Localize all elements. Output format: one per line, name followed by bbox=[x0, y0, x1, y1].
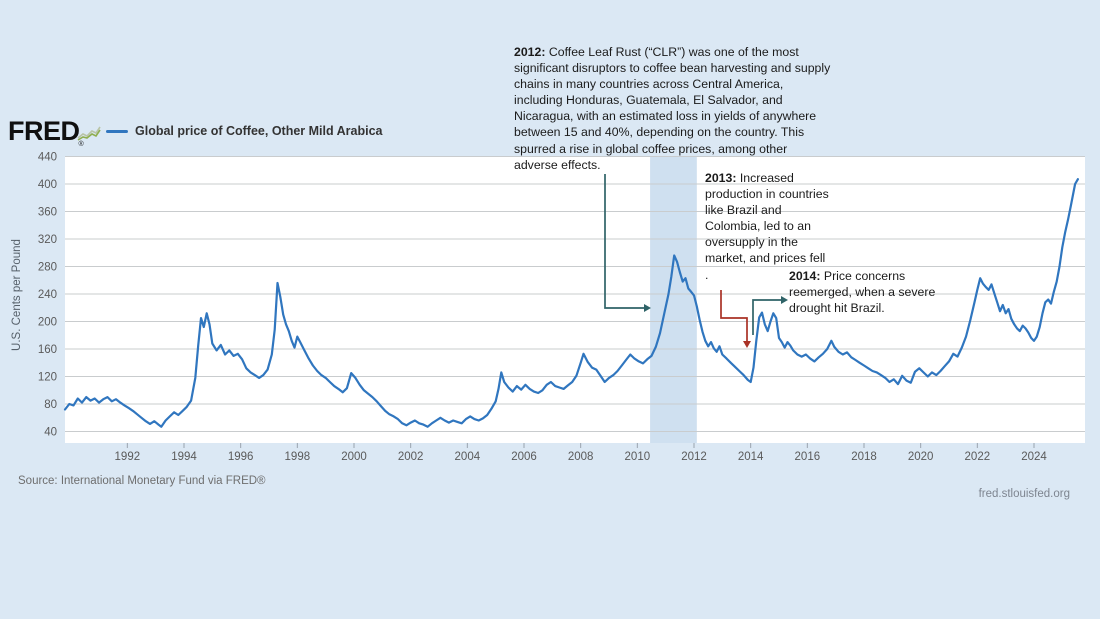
annotation-2014-text: Price concerns reemerged, when a severe drought hit Brazil. bbox=[789, 269, 936, 316]
legend bbox=[106, 124, 383, 138]
x-tick-label-2014: 2014 bbox=[737, 451, 764, 463]
x-tick-label-2016: 2016 bbox=[794, 451, 821, 463]
y-tick-label-120: 120 bbox=[37, 371, 57, 384]
sparkline-icon bbox=[76, 124, 102, 142]
y-tick-label-80: 80 bbox=[44, 399, 57, 411]
registered-mark-icon: ® bbox=[78, 141, 84, 148]
x-tick-label-2002: 2002 bbox=[397, 451, 424, 463]
y-tick-label-400: 400 bbox=[37, 179, 57, 191]
fred-watermark-link[interactable]: fred.stlouisfed.org bbox=[978, 488, 1070, 500]
source-text: Source: International Monetary Fund via FRED® bbox=[18, 475, 266, 487]
x-tick-label-2008: 2008 bbox=[567, 451, 594, 463]
x-tick-label-2024: 2024 bbox=[1021, 451, 1047, 463]
x-tick-label-2010: 2010 bbox=[624, 451, 651, 463]
y-tick-label-280: 280 bbox=[37, 261, 57, 274]
fred-logo bbox=[8, 116, 85, 148]
x-tick-label-2020: 2020 bbox=[907, 451, 934, 463]
y-tick-label-200: 200 bbox=[37, 316, 57, 329]
y-tick-label-360: 360 bbox=[37, 206, 57, 219]
annotation-2012-year: 2012: bbox=[514, 45, 546, 59]
x-tick-label-2012: 2012 bbox=[681, 451, 707, 463]
x-tick-label-1996: 1996 bbox=[227, 451, 254, 463]
annotation-2014-year: 2014: bbox=[789, 269, 821, 283]
annotation-2013 bbox=[705, 170, 829, 283]
x-tick-label-1992: 1992 bbox=[114, 451, 141, 463]
annotation-2012-text: Coffee Leaf Rust (“CLR”) was one of the most significant disruptors to coffee bean harvesting and supply chains in many countries across Central America, including Honduras, Guatemala, El Salvador, and Nicaragua, with an estimated loss in yields of anywhere between 15 and 40%, depending on the country. This spurred a rise in global coffee prices, among other adverse effects. bbox=[514, 45, 831, 172]
y-tick-label-160: 160 bbox=[37, 344, 57, 356]
x-tick-label-1998: 1998 bbox=[284, 451, 311, 463]
highlight-band-2010-2012 bbox=[650, 156, 697, 443]
y-axis-title: U.S. Cents per Pound bbox=[11, 239, 23, 351]
legend-label: Global price of Coffee, Other Mild Arabica bbox=[135, 124, 383, 138]
y-tick-label-240: 240 bbox=[37, 289, 57, 301]
x-tick-label-1994: 1994 bbox=[171, 451, 197, 463]
y-tick-label-320: 320 bbox=[37, 234, 57, 246]
annotation-2014 bbox=[789, 268, 961, 316]
annotation-2012 bbox=[514, 44, 834, 173]
y-tick-label-440: 440 bbox=[37, 151, 57, 164]
x-tick-label-2004: 2004 bbox=[454, 451, 481, 463]
fred-logo-text: FRED bbox=[8, 116, 80, 146]
x-tick-label-2018: 2018 bbox=[851, 451, 877, 463]
x-tick-label-2006: 2006 bbox=[511, 451, 537, 463]
annotation-2013-text: Increased production in countries like Brazil and Colombia, led to an oversupply in the market, and prices fell . bbox=[705, 171, 829, 282]
annotation-2013-year: 2013: bbox=[705, 171, 737, 185]
legend-line-swatch bbox=[106, 130, 128, 133]
x-tick-label-2022: 2022 bbox=[964, 451, 991, 463]
x-tick-label-2000: 2000 bbox=[341, 451, 367, 463]
y-tick-label-40: 40 bbox=[44, 426, 57, 439]
